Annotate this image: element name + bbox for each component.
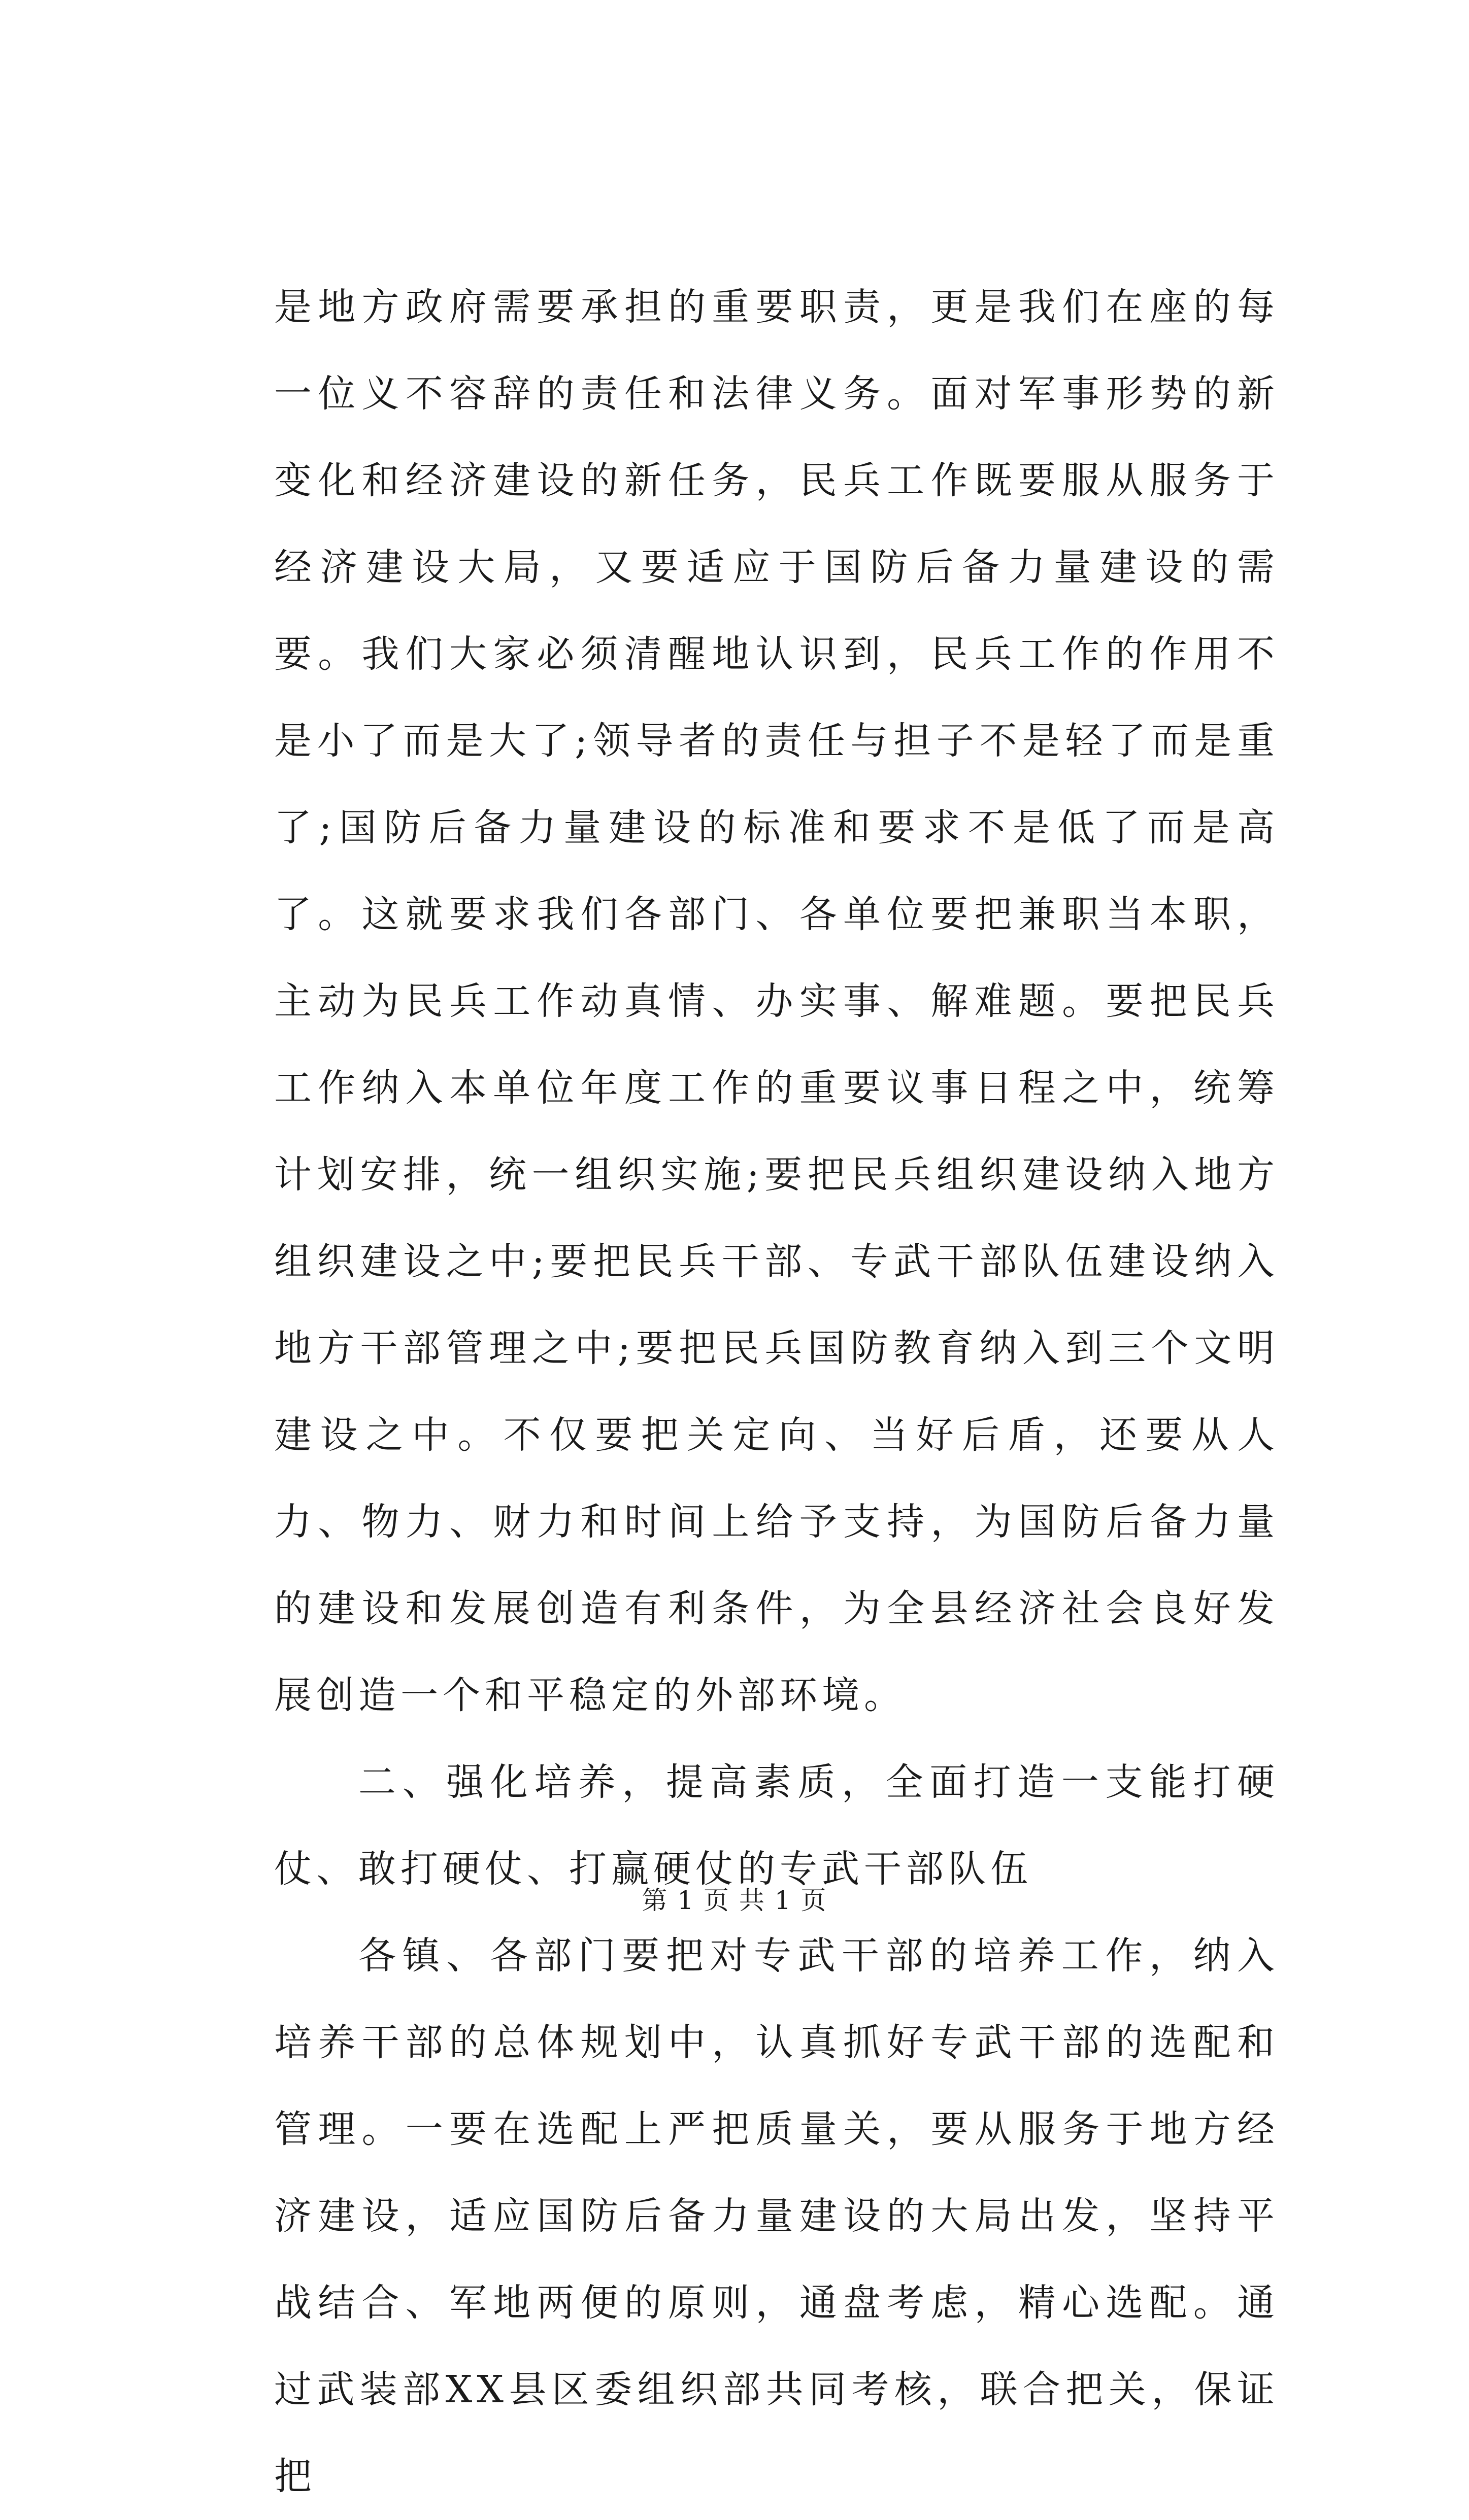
document-body	[274, 264, 1279, 2520]
paragraph-3: 各镇、各部门要把对专武干部的培养工作，纳入培养干部的总体规划中，认真抓好专武干部的选配和管理。一要在选配上严把质量关，要从服务于地方经济建设，适应国防后备力量建设的大局出发，坚持平战结合、军地两便的原则，通盘考虑，精心选配。通过武装部XX县区委组织部共同考核，联合把关，保证把	[274, 1934, 1279, 2498]
section-heading-2: 二、强化培养，提高素质，全面打造一支能打硬仗、敢打硬仗、打赢硬仗的专武干部队伍	[274, 1760, 1279, 1891]
page-footer: 第 1 页 共 1 页	[642, 1886, 827, 1915]
paragraph-1: 是地方政府需要承担的重要职责，更是我们在座的每一位义不容辞的责任和法律义务。面对军事形势的新变化和经济建设的新任务，民兵工作既要服从服务于经济建设大局，又要适应于国防后备力量建设的需要。我们大家必须清醒地认识到，民兵工作的作用不是小了而是大了;领导者的责任与担子不是轻了而是重了;国防后备力量建设的标准和要求不是低了而是高了。这就要求我们各部门、各单位要把兼职当本职，主动为民兵工作动真情、办实事、解难题。要把民兵工作纳入本单位年度工作的重要议事日程之中，统筹计划安排，统一组织实施;要把民兵组织建设纳入地方组织建设之中;要把民兵干部、专武干部队伍建设纳入地方干部管理之中;要把民兵国防教育纳入到三个文明建设之中。不仅要把关定向、当好后盾，还要从人力、物力、财力和时间上给予支持，为国防后备力量的建设和发展创造有利条件，为全县经济社会良好发展创造一个和平稳定的外部环境。	[274, 285, 1279, 1717]
